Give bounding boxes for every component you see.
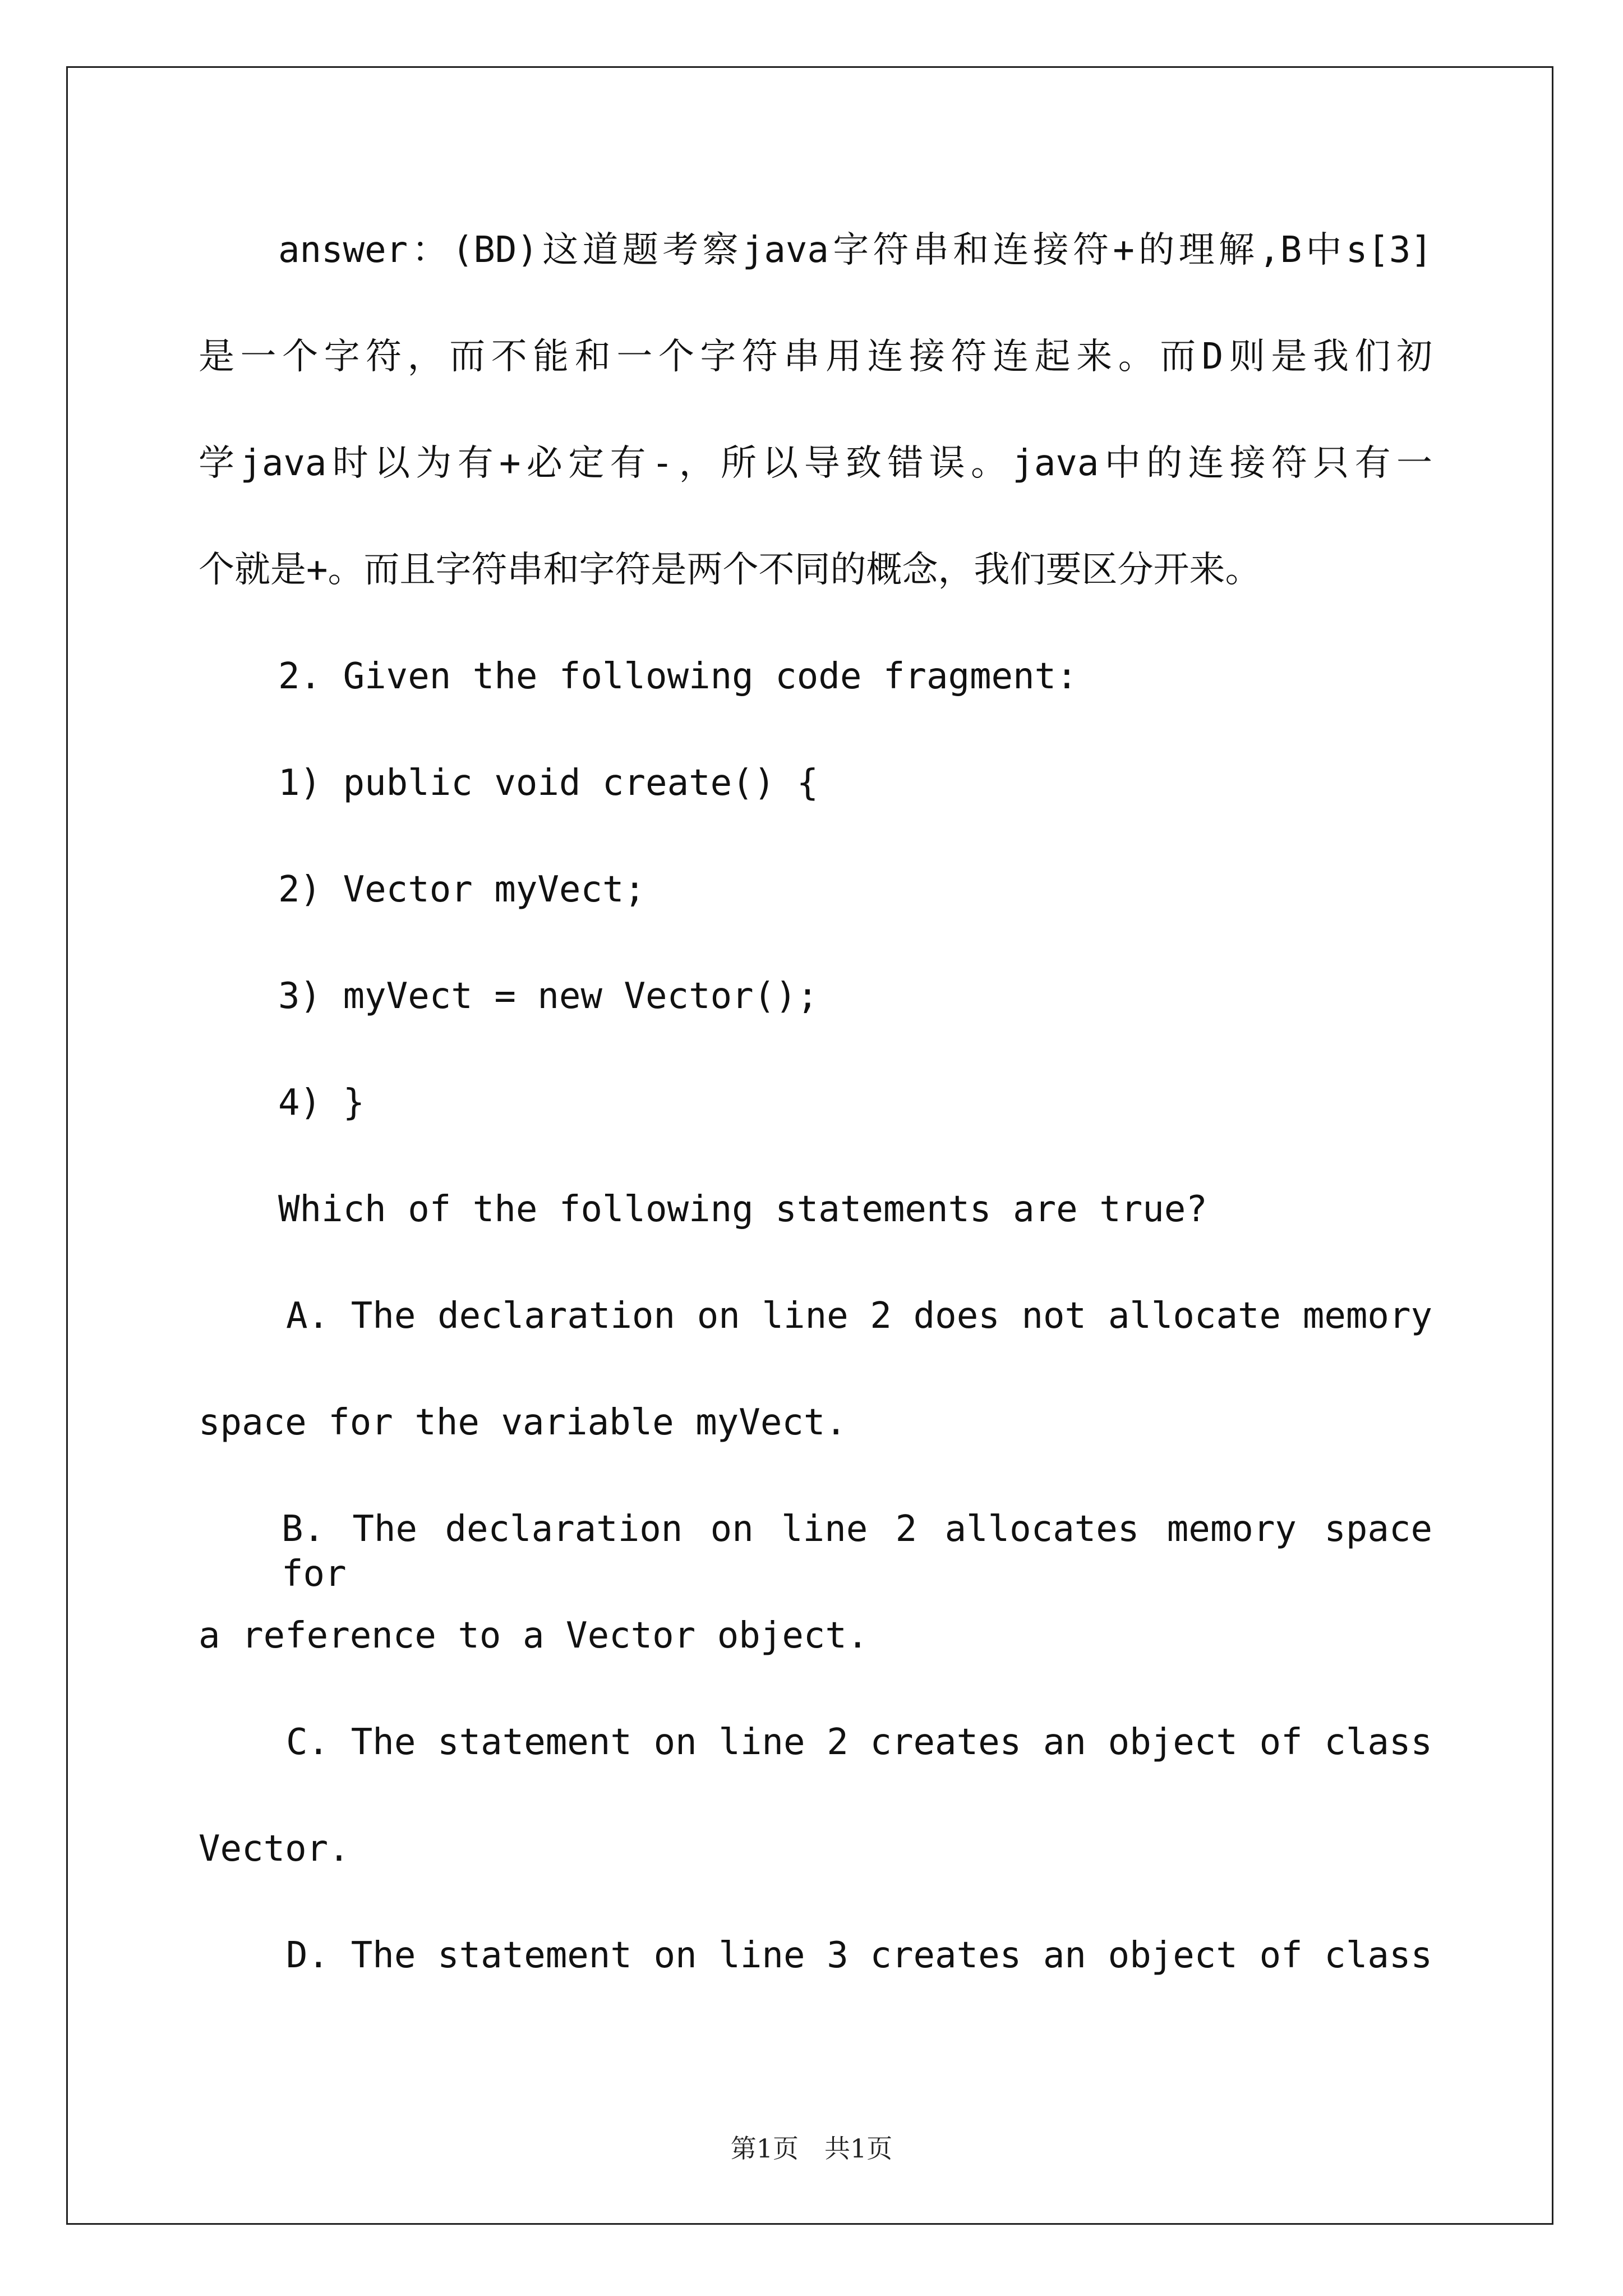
paragraph-line: 个就是+。而且字符串和字符是两个不同的概念，我们要区分开来。 (199, 549, 1261, 591)
code-line: 2) Vector myVect; (278, 869, 646, 910)
option-d-line: D. The statement on line 3 creates an object of class (286, 1935, 1432, 1976)
code-line: 1) public void create() { (278, 762, 819, 804)
paragraph-line: 学java时以为有+必定有-，所以导致错误。java中的连接符只有一 (199, 443, 1432, 484)
page-number-footer: 第1页 共1页 (730, 2133, 893, 2164)
code-line: 3) myVect = new Vector(); (278, 976, 819, 1017)
option-b-line: B. The declaration on line 2 allocates memory space for (282, 1508, 1432, 1595)
page-border (66, 66, 1553, 2225)
code-line: 4) } (278, 1082, 365, 1124)
option-a-line: space for the variable myVect. (199, 1402, 847, 1443)
question-heading: 2. Given the following code fragment: (278, 656, 1078, 697)
option-a-line: A. The declaration on line 2 does not allocate memory (286, 1295, 1432, 1337)
option-c-line: Vector. (199, 1828, 350, 1870)
question-prompt: Which of the following statements are true? (278, 1189, 1207, 1230)
paragraph-line: 是一个字符，而不能和一个字符串用连接符连起来。而D则是我们初 (199, 336, 1432, 378)
option-b-line: a reference to a Vector object. (199, 1615, 869, 1657)
paragraph-line: answer：(BD)这道题考察java字符串和连接符+的理解,B中s[3] (278, 229, 1432, 271)
option-c-line: C. The statement on line 2 creates an object of class (286, 1722, 1432, 1763)
